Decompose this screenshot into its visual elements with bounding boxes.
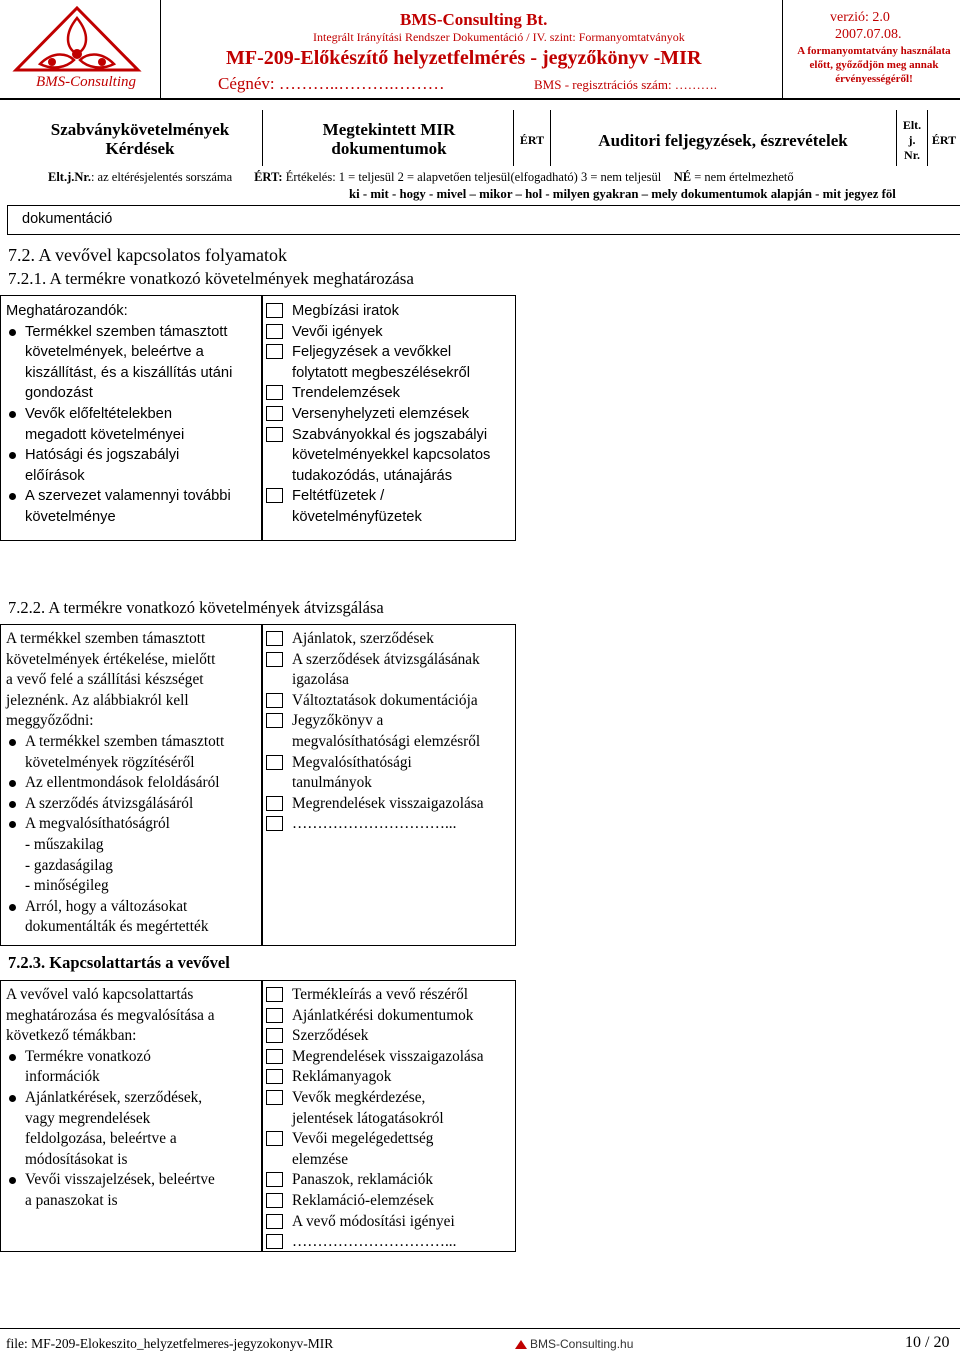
checkbox-item-cont: folytatott megbeszélésekről	[292, 364, 470, 381]
checkbox-item[interactable]: Ajánlatok, szerződések	[266, 629, 512, 650]
list-item: Hatósági és jogszabályi	[6, 445, 258, 466]
intro-text: Meghatározandók:	[6, 303, 128, 319]
checkbox-item[interactable]: Megvalósíthatósági	[266, 753, 512, 774]
checkbox-item[interactable]: Reklamáció-elemzések	[266, 1191, 512, 1212]
header-vline-2	[782, 0, 783, 98]
checkbox-item-cont: megvalósíthatósági elemzésről	[292, 732, 481, 750]
checkbox-icon[interactable]	[266, 652, 283, 667]
list-item: Arról, hogy a változásokat	[6, 897, 258, 918]
paragraph-line: meghatározása és megvalósítása a	[6, 1006, 215, 1024]
checkbox-icon[interactable]	[266, 427, 283, 442]
col-divider	[262, 110, 263, 166]
footer-divider	[0, 1328, 960, 1329]
checkbox-icon[interactable]	[266, 1214, 283, 1229]
checkbox-item[interactable]: Szerződések	[266, 1026, 512, 1047]
checkbox-item[interactable]: Versenyhelyzeti elemzések	[266, 404, 512, 425]
list-item-cont: módosításokat is	[25, 1150, 128, 1168]
checkbox-icon[interactable]	[266, 631, 283, 646]
checkbox-icon[interactable]	[266, 385, 283, 400]
checkbox-item[interactable]: Ajánlatkérési dokumentumok	[266, 1006, 512, 1027]
list-item: Az ellentmondások feloldásáról	[6, 773, 258, 794]
checkbox-icon[interactable]	[266, 344, 283, 359]
list-item-cont: követelmények rögzítéséről	[25, 753, 195, 771]
version-date: 2007.07.08.	[835, 27, 902, 42]
list-item-cont: a panaszokat is	[25, 1191, 118, 1209]
checkbox-icon[interactable]	[266, 303, 283, 318]
legend-line-1: Elt.j.Nr.: az eltérésjelentés sorszáma ÉRT: Értékelés: 1 = teljesül 2 = alapvetően teljesül(elfogadható) 3 = nem teljesül NÉ = nem értelmezhető	[48, 170, 794, 184]
checkbox-icon[interactable]	[266, 1008, 283, 1023]
list-item: Termékre vonatkozó	[6, 1047, 258, 1068]
checkbox-item[interactable]: Panaszok, reklamációk	[266, 1170, 512, 1191]
company-logo	[10, 4, 145, 96]
checkbox-item[interactable]: …………………………...	[266, 1232, 512, 1253]
checkbox-item-cont: elemzése	[292, 1150, 349, 1168]
col-auditor-notes-header: Auditori feljegyzések, észrevételek	[598, 131, 848, 150]
list-item-cont: vagy megrendelések	[25, 1109, 151, 1127]
list-item-cont: előírások	[25, 467, 85, 484]
page-number: 10 / 20	[905, 1334, 950, 1351]
checkbox-item[interactable]: …………………………...	[266, 814, 512, 835]
checkbox-icon[interactable]	[266, 713, 283, 728]
checkbox-icon[interactable]	[266, 1069, 283, 1084]
paragraph-line: meggyőződni:	[6, 712, 94, 730]
header-divider	[0, 98, 960, 100]
checkbox-icon[interactable]	[266, 796, 283, 811]
footer-filename: file: MF-209-Elokeszito_helyzetfelmeres-jegyzokonyv-MIR	[6, 1336, 334, 1351]
checkbox-item-cont: tudakozódás, utánajárás	[292, 467, 453, 484]
subsection-title-721: 7.2.1. A termékre vonatkozó követelmények meghatározása	[8, 269, 414, 288]
version-label: verzió: 2.0	[830, 10, 890, 25]
logo-text: BMS-Consulting	[36, 74, 136, 90]
list-item: Vevők előfeltételekben	[6, 404, 258, 425]
checkbox-item-cont: követelményfüzetek	[292, 508, 422, 525]
list-item-dash: - műszakilag	[25, 835, 104, 853]
requirements-list-723	[6, 985, 258, 1212]
paragraph-line: a vevő felé a szállítási készséget	[6, 671, 204, 689]
header-vline-1	[160, 0, 161, 98]
checkbox-icon[interactable]	[266, 1028, 283, 1043]
registration-number-field: BMS - regisztrációs szám: ……….	[534, 77, 718, 92]
checkbox-item[interactable]: Megrendelések visszaigazolása	[266, 1047, 512, 1068]
legend-divider-bottom	[7, 234, 960, 235]
list-item: A termékkel szemben támasztott	[6, 732, 258, 753]
checkbox-item[interactable]: Feljegyzések a vevőkkel	[266, 342, 512, 363]
subsection-title-723: 7.2.3. Kapcsolattartás a vevővel	[8, 953, 230, 972]
requirements-list-721	[6, 301, 258, 528]
validity-warning: A formanyomtatvány használata előtt, győződjön meg annak érvényességéről!	[797, 45, 951, 85]
form-title: MF-209-Előkészítő helyzetfelmérés - jegyzőkönyv -MIR	[226, 47, 702, 69]
checkbox-icon[interactable]	[266, 1131, 283, 1146]
checkbox-icon[interactable]	[266, 987, 283, 1002]
checkbox-item[interactable]: Trendelemzések	[266, 383, 512, 404]
checklist-723	[266, 985, 512, 1253]
checkbox-item[interactable]: Feltétfüzetek /	[266, 486, 512, 507]
list-item-cont: információk	[25, 1068, 100, 1086]
list-item: Ajánlatkérések, szerződések,	[6, 1088, 258, 1109]
checkbox-item-cont: tanulmányok	[292, 774, 372, 792]
checkbox-item[interactable]: Jegyzőkönyv a	[266, 711, 512, 732]
checkbox-icon[interactable]	[266, 324, 283, 339]
checkbox-item[interactable]: Vevői megelégedettség	[266, 1129, 512, 1150]
paragraph-line: következő témákban:	[6, 1027, 137, 1045]
list-item-cont: követelménye	[25, 508, 116, 525]
checkbox-item[interactable]: Változtatások dokumentációja	[266, 691, 512, 712]
company-title: BMS-Consulting Bt.	[400, 10, 548, 29]
list-item-dash: - gazdaságilag	[25, 856, 113, 874]
legend-line-2: ki - mit - hogy - mivel – mikor – hol - milyen gyakran – mely dokumentumok alapján - mit jegyez föl	[349, 187, 896, 201]
list-item: A szervezet valamennyi további	[6, 486, 258, 507]
paragraph-line: követelmények értékelése, mielőtt	[6, 650, 216, 668]
requirements-list-722	[6, 629, 258, 938]
checkbox-item[interactable]: Reklámanyagok	[266, 1067, 512, 1088]
paragraph-line: jeleznénk. Az alábbiakról kell	[6, 691, 189, 709]
col-deviation-number-header: Elt. j. Nr.	[902, 118, 922, 162]
list-item-cont: gondozást	[25, 385, 93, 402]
col-requirements-header: Szabványkövetelmények Kérdések	[50, 120, 230, 158]
checkbox-icon[interactable]	[266, 1193, 283, 1208]
checkbox-icon[interactable]	[266, 1234, 283, 1249]
paragraph-line: A termékkel szemben támasztott	[6, 630, 206, 647]
list-item-dash: - minőségileg	[25, 877, 109, 895]
checkbox-icon[interactable]	[266, 1090, 283, 1105]
checkbox-icon[interactable]	[266, 406, 283, 421]
checkbox-item[interactable]: Vevők megkérdezése,	[266, 1088, 512, 1109]
company-name-field: Cégnév: ………..……….………	[218, 74, 445, 93]
checklist-722	[266, 629, 512, 835]
list-item-cont: dokumentálták és megértették	[25, 918, 209, 936]
footer-site: BMS-Consulting.hu	[515, 1337, 633, 1351]
legend-left-border	[7, 205, 8, 235]
site-logo-icon	[515, 1340, 527, 1349]
checkbox-item[interactable]: Termékleírás a vevő részéről	[266, 985, 512, 1006]
col-ert2-header: ÉRT	[931, 133, 957, 147]
checkbox-icon[interactable]	[266, 693, 283, 708]
checkbox-item[interactable]: Szabványokkal és jogszabályi	[266, 425, 512, 446]
col-documents-header: Megtekintett MIR dokumentumok	[322, 120, 456, 158]
checkbox-item[interactable]: Megrendelések visszaigazolása	[266, 794, 512, 815]
list-item-cont: követelmények, beleértve a	[25, 344, 204, 361]
checkbox-item[interactable]: A vevő módosítási igényei	[266, 1212, 512, 1233]
checkbox-item[interactable]: Vevői igények	[266, 322, 512, 343]
checkbox-icon[interactable]	[266, 755, 283, 770]
checkbox-item-cont: igazolása	[292, 671, 349, 689]
legend-divider	[7, 205, 960, 206]
section-title: 7.2. A vevővel kapcsolatos folyamatok	[8, 245, 287, 265]
col-divider	[550, 110, 551, 166]
checklist-721	[266, 301, 512, 528]
checkbox-item-cont: jelentések látogatásokról	[292, 1109, 444, 1127]
list-item: Vevői visszajelzések, beleértve	[6, 1170, 258, 1191]
checkbox-item-cont: követelményekkel kapcsolatos	[292, 447, 491, 464]
list-item: Termékkel szemben támasztott	[6, 322, 258, 343]
col-ert-header: ÉRT	[519, 133, 545, 147]
list-item-cont: megadott követelményei	[25, 426, 185, 443]
list-item: A megvalósíthatóságról	[6, 814, 258, 835]
document-level-subtitle: Integrált Irányítási Rendszer Dokumentáció / IV. szint: Formanyomtatványok	[313, 30, 685, 44]
list-item-cont: feldolgozása, beleértve a	[25, 1130, 177, 1148]
legend-line-3: dokumentáció	[22, 211, 113, 227]
checkbox-icon[interactable]	[266, 1049, 283, 1064]
subsection-title-722: 7.2.2. A termékre vonatkozó követelmények átvizsgálása	[8, 598, 384, 617]
checkbox-icon[interactable]	[266, 1172, 283, 1187]
checkbox-item[interactable]: A szerződések átvizsgálásának	[266, 650, 512, 671]
checkbox-icon[interactable]	[266, 488, 283, 503]
list-item: A szerződés átvizsgálásáról	[6, 794, 258, 815]
checkbox-icon[interactable]	[266, 816, 283, 831]
list-item-cont: kiszállítást, és a kiszállítás utáni	[25, 364, 233, 381]
paragraph-line: A vevővel való kapcsolattartás	[6, 986, 194, 1003]
checkbox-item[interactable]: Megbízási iratok	[266, 301, 512, 322]
